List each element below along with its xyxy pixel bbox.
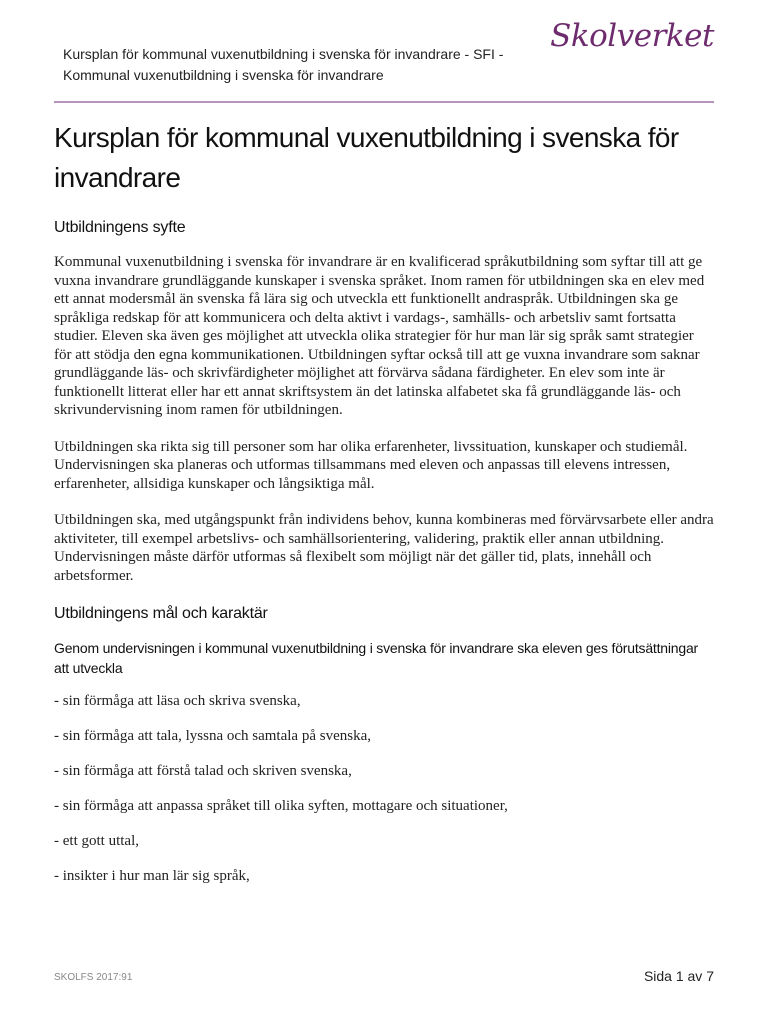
footer-reference: SKOLFS 2017:91 [54,972,133,983]
list-item: - ett gott uttal, [54,833,139,849]
running-header-line-1: Kursplan för kommunal vuxenutbildning i svenska för invandrare - SFI - [63,46,504,62]
section-heading-goals: Utbildningens mål och karaktär [54,605,268,622]
header-divider [54,101,714,103]
running-header [63,44,533,86]
paragraph: Utbildningen ska rikta sig till personer som har olika erfarenheter, livssituation, kunskaper och studiemål. Undervisningen ska planeras och utformas tillsammans med eleven och anpassas till elevens intressen, erfarenheter, allsidiga kunskaper och långsiktiga mål. [54,438,688,492]
paragraph: Kommunal vuxenutbildning i svenska för invandrare är en kvalificerad språkutbildning som syftar till att ge vuxna invandrare grundläggande kunskaper i svenska språket. Inom ramen för utbildningen ska en elev med ett annat modersmål än svenska få lära sig och utveckla ett funktionellt andraspråk. Utbildningen ska ge språkliga redskap för att kommunicera och delta aktivt i vardags-, samhälls- och arbetsliv samt fortsatta studier. Eleven ska även ges möjlighet att utveckla olika strategier för hur man lär sig språk samt strategier för att stödja den egna kommunikationen. Utbildningen syftar också till att ge vuxna invandrare som saknar grundläggande läs- och skrivfärdigheter möjlighet att förvärva sådana färdigheter. En elev som inte är funktionellt litterat eller har ett annat skriftsystem än det latinska alfabetet ska få grundläggande läs- och skrivundervisning inom ramen för utbildningen. [54,254,705,418]
section-heading-purpose: Utbildningens syfte [54,219,186,236]
paragraph: Utbildningen ska, med utgångspunkt från individens behov, kunna kombineras med förvärvsarbete eller andra aktiviteter, till exempel arbetslivs- och samhällsorientering, validering, praktik eller annan utbildning. Undervisningen måste därför utformas så flexibelt som möjligt när det gäller tid, plats, innehåll och arbetsformer. [54,512,714,584]
document-body [54,118,714,902]
list-item: - sin förmåga att förstå talad och skriven svenska, [54,763,352,779]
list-item: - sin förmåga att läsa och skriva svenska, [54,693,301,709]
list-item: - sin förmåga att anpassa språket till olika syften, mottagare och situationer, [54,798,508,814]
goals-subheading: Genom undervisningen i kommunal vuxenutbildning i svenska för invandrare ska eleven ges förutsättningar att utveckla [54,640,698,676]
document-title: Kursplan för kommunal vuxenutbildning i svenska för invandrare [54,122,679,193]
list-item: - insikter i hur man lär sig språk, [54,868,250,884]
list-item: - sin förmåga att tala, lyssna och samtala på svenska, [54,728,371,744]
page-number: Sida 1 av 7 [643,968,714,984]
skolverket-logo: Skolverket [550,18,714,54]
running-header-line-2: Kommunal vuxenutbildning i svenska för invandrare [63,67,384,83]
